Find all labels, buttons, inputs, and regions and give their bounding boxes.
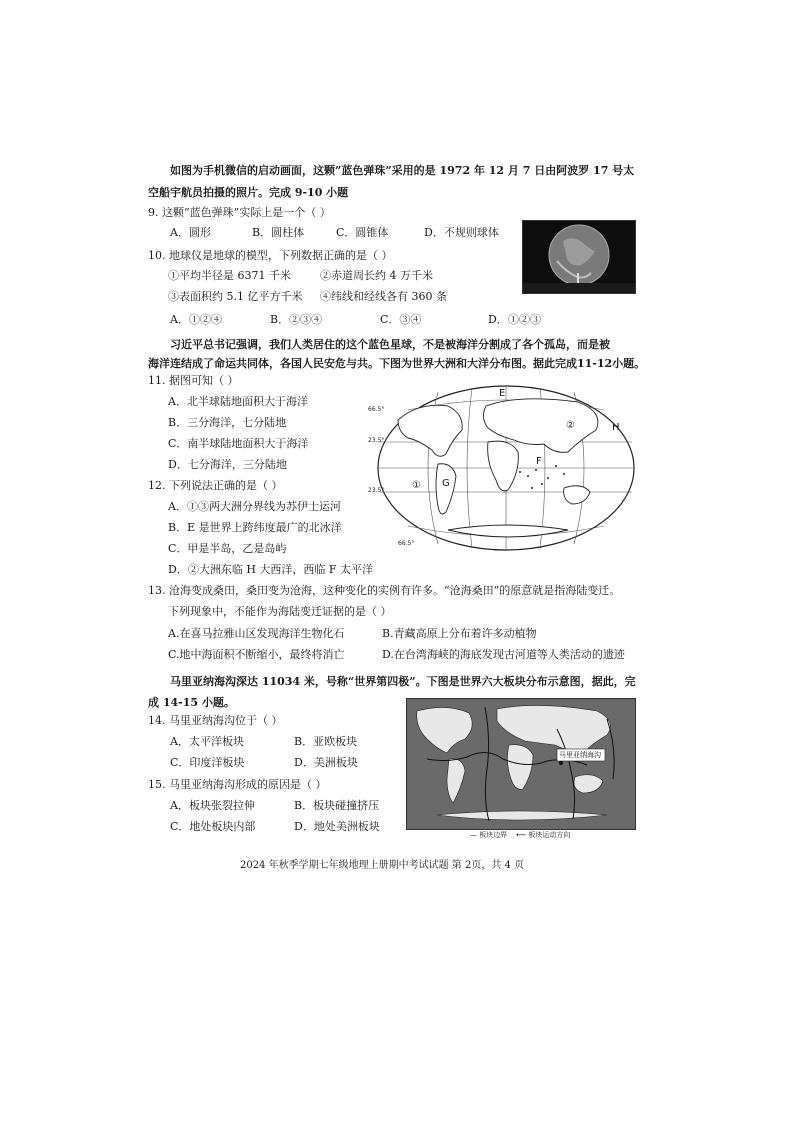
plate-map-legend	[470, 830, 570, 840]
q14-option-c[interactable]: C．印度洋板块	[170, 756, 245, 769]
q12-option-b[interactable]: B．E 是世界上跨纬度最广的北冰洋	[168, 521, 342, 534]
legend-boundary-line-icon: —	[470, 831, 477, 839]
q15-stem: 15. 马里亚纳海沟形成的原因是（ ）	[148, 778, 327, 791]
q10-option-c[interactable]: C．③④	[380, 313, 422, 326]
q10-stem: 10. 地球仪是地球的模型，下列数据正确的是（ ）	[148, 249, 393, 262]
q13-stem-1: 13. 沧海变成桑田，桑田变为沧海，这种变化的实例有许多。“沧海桑田”的原意就是指海陆变迁。	[148, 584, 621, 597]
q15-option-a[interactable]: A．板块张裂拉伸	[170, 799, 255, 812]
map-label-continent-2: ②	[566, 420, 575, 431]
q14-option-d[interactable]: D．美洲板块	[294, 756, 358, 769]
q13-option-c[interactable]: C.地中海面积不断缩小，最终将消亡	[168, 648, 345, 661]
q15-option-d[interactable]: D．地处美洲板块	[294, 820, 380, 833]
six-plates-map	[406, 698, 636, 830]
q11-option-a[interactable]: A．北半球陆地面积大于海洋	[168, 395, 308, 408]
q10-statement-1: ①平均半径是 6371 千米	[168, 269, 291, 282]
map-label-continent-1: ①	[412, 480, 421, 491]
q14-option-a[interactable]: A．太平洋板块	[170, 735, 244, 748]
q12-option-a[interactable]: A．①③两大洲分界线为苏伊士运河	[168, 500, 341, 513]
q9-option-d[interactable]: D．不规则球体	[424, 226, 499, 239]
q9-option-a[interactable]: A．圆形	[170, 226, 211, 239]
legend-motion: 板块运动方向	[528, 831, 571, 839]
q15-option-b[interactable]: B．板块碰撞挤压	[294, 799, 380, 812]
q9-option-c[interactable]: C．圆锥体	[336, 226, 389, 239]
legend-boundary: 板块边界	[479, 831, 508, 839]
q11-stem: 11. 据图可知（ ）	[148, 374, 239, 387]
q13-option-d[interactable]: D.在台湾海峡的海底发现古河道等人类活动的遗迹	[382, 648, 625, 661]
q13-option-a[interactable]: A.在喜马拉雅山区发现海洋生物化石	[168, 627, 345, 640]
q9-option-b[interactable]: B．圆柱体	[252, 226, 305, 239]
q10-option-b[interactable]: B．②③④	[270, 313, 323, 326]
q12-option-d[interactable]: D．②大洲东临 H 大西洋，西临 F 太平洋	[168, 563, 374, 576]
map-label-e: E	[499, 388, 506, 399]
map-label-f: F	[536, 456, 542, 467]
q14-stem: 14. 马里亚纳海沟位于（ ）	[148, 714, 283, 727]
q13-option-b[interactable]: B.青藏高原上分布着许多动植物	[382, 627, 537, 640]
lat-label-66-n: 66.5°	[368, 406, 385, 413]
q9-stem: 9. 这颗“蓝色弹珠”实际上是一个（ ）	[148, 206, 331, 219]
intro-3-line-1: 马里亚纳海沟深达 11034 米，号称“世界第四极”。下图是世界六大板块分布示意图，据此，完	[170, 675, 636, 688]
legend-motion-arrow-icon: ⟵	[516, 831, 527, 839]
intro-1-line-2: 空船宇航员拍摄的照片。完成 9-10 小题	[148, 186, 349, 199]
intro-1-line-1: 如图为手机微信的启动画面，这颗”蓝色弹珠”采用的是 1972 年 12 月 7 日由阿波罗 17 号太	[170, 164, 635, 177]
map-label-g: G	[442, 478, 450, 489]
q15-option-c[interactable]: C．地处板块内部	[170, 820, 256, 833]
lat-label-23-n: 23.5°	[368, 437, 385, 444]
q11-option-b[interactable]: B．三分海洋，七分陆地	[168, 416, 287, 429]
q10-statement-4: ④纬线和经线各有 360 条	[320, 290, 447, 303]
trench-label: 马里亚纳海沟	[559, 751, 601, 759]
q11-option-d[interactable]: D．七分海洋，三分陆地	[168, 458, 287, 471]
q13-stem-2: 下列现象中，不能作为海陆变迁证据的是（ ）	[168, 605, 392, 618]
lat-label-23-s: 23.5°	[368, 487, 385, 494]
q10-statement-3: ③表面积约 5.1 亿平方千米	[168, 290, 303, 303]
q12-option-c[interactable]: C．甲是半岛，乙是岛屿	[168, 542, 287, 555]
blue-marble-photo	[522, 220, 636, 294]
q11-option-c[interactable]: C．南半球陆地面积大于海洋	[168, 437, 309, 450]
q10-statement-2: ②赤道周长约 4 万千米	[320, 269, 433, 282]
intro-3-line-2: 成 14-15 小题。	[148, 696, 235, 709]
q14-option-b[interactable]: B．亚欧板块	[294, 735, 358, 748]
map-label-h: H	[612, 422, 620, 433]
q10-option-d[interactable]: D．①②③	[488, 313, 541, 326]
intro-2-line-2: 海洋连结成了命运共同体，各国人民安危与共。下图为世界大洲和大洋分布图。据此完成11-12小题。	[148, 357, 646, 370]
q12-stem: 12. 下列说法正确的是（ ）	[148, 479, 283, 492]
page-footer: 2024 年秋季学期七年级地理上册期中考试试题 第 2页，共 4 页	[240, 860, 525, 871]
world-continents-oceans-map	[368, 380, 640, 555]
lat-label-66-s: 66.5°	[398, 540, 415, 547]
earth-globe-icon	[523, 221, 635, 293]
q10-option-a[interactable]: A．①②④	[170, 313, 222, 326]
intro-2-line-1: 习近平总书记强调，我们人类居住的这个蓝色星球，不是被海洋分割成了各个孤岛，而是被	[170, 338, 610, 351]
